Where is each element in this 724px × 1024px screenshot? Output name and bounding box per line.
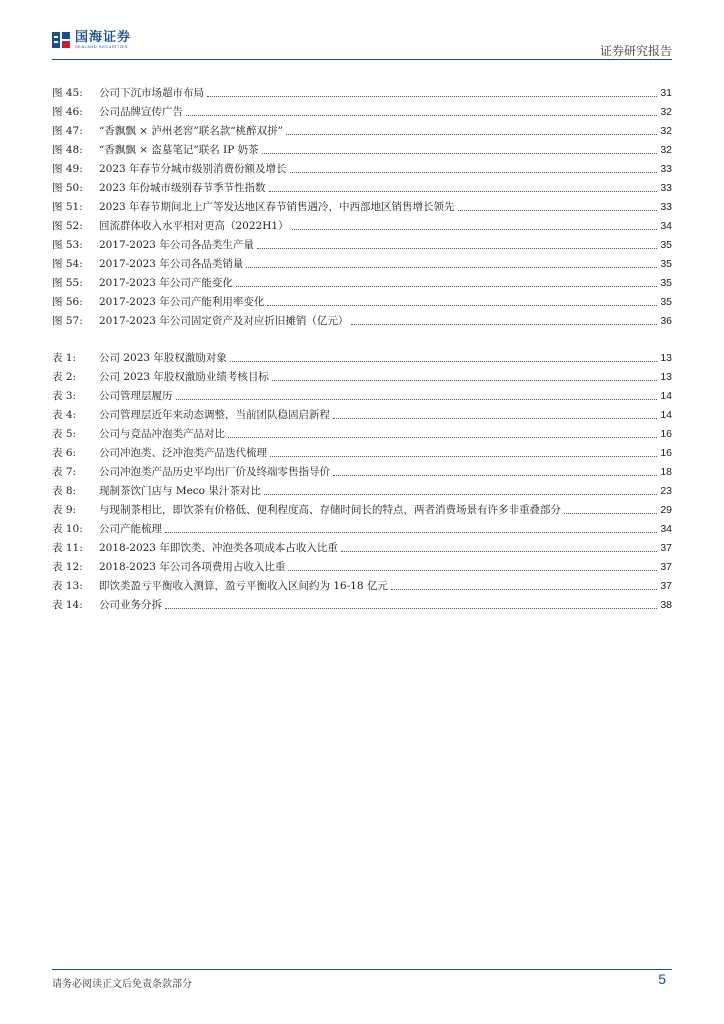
table-toc-row[interactable] bbox=[52, 422, 672, 441]
toc-entry-page: 32 bbox=[660, 106, 672, 118]
toc-entry-title: 公司下沉市场超市布局 bbox=[99, 87, 204, 99]
toc-entry-page: 32 bbox=[660, 144, 672, 156]
toc-entry-title: 2017-2023 年公司产能利用率变化 bbox=[99, 296, 265, 308]
footer-divider bbox=[52, 969, 672, 970]
dot-leader bbox=[270, 456, 657, 457]
figure-toc-row[interactable] bbox=[52, 157, 672, 176]
toc-entry-label: 表 9: bbox=[52, 504, 77, 516]
toc-entry-page: 33 bbox=[660, 201, 672, 213]
dot-leader bbox=[292, 229, 658, 230]
toc-entry-page: 23 bbox=[660, 485, 672, 497]
dot-leader bbox=[186, 115, 657, 116]
dot-leader bbox=[458, 210, 658, 211]
figure-toc-row[interactable] bbox=[52, 81, 672, 100]
toc-entry-label: 图 45: bbox=[52, 87, 83, 99]
table-toc-row[interactable] bbox=[52, 498, 672, 517]
toc-entry-title: 公司冲泡类、泛冲泡类产品迭代梳理 bbox=[99, 447, 267, 459]
dot-leader bbox=[165, 608, 657, 609]
dot-leader bbox=[391, 589, 657, 590]
toc-entry-title: 公司产能梳理 bbox=[99, 523, 162, 535]
table-toc-row[interactable] bbox=[52, 593, 672, 612]
toc-entry-page: 33 bbox=[660, 163, 672, 175]
toc-entry-page: 31 bbox=[660, 87, 672, 99]
dot-leader bbox=[207, 96, 657, 97]
dot-leader bbox=[286, 134, 657, 135]
toc-entry-label: 图 48: bbox=[52, 144, 83, 156]
figure-toc-row[interactable] bbox=[52, 214, 672, 233]
toc-entry-label: 表 10: bbox=[52, 523, 83, 535]
dot-leader bbox=[262, 153, 658, 154]
toc-entry-label: 表 7: bbox=[52, 466, 77, 478]
toc-entry-title: 2017-2023 年公司各品类销量 bbox=[99, 258, 244, 270]
toc-entry-title: 2023 年春节期间北上广等发达地区春节销售遇冷，中西部地区销售增长领先 bbox=[99, 201, 455, 213]
toc-entry-page: 29 bbox=[660, 504, 672, 516]
figure-toc-row[interactable] bbox=[52, 290, 672, 309]
toc-entry-title: 公司 2023 年股权激励对象 bbox=[99, 352, 227, 364]
toc-entry-page: 14 bbox=[660, 390, 672, 402]
toc-entry-title: 公司品牌宣传广告 bbox=[99, 106, 183, 118]
dot-leader bbox=[264, 494, 657, 495]
toc-entry-title: 2018-2023 年公司各项费用占收入比重 bbox=[99, 561, 286, 573]
toc-entry-label: 图 56: bbox=[52, 296, 83, 308]
dot-leader bbox=[267, 305, 657, 306]
toc-entry-label: 表 12: bbox=[52, 561, 83, 573]
toc-entry-title: 公司冲泡类产品历史平均出厂价及终端零售指导价 bbox=[99, 466, 330, 478]
toc-entry-title: 2017-2023 年公司固定资产及对应折旧摊销（亿元） bbox=[99, 315, 349, 327]
toc-entry-page: 16 bbox=[660, 428, 672, 440]
toc-entry-page: 37 bbox=[660, 542, 672, 554]
table-toc-row[interactable] bbox=[52, 441, 672, 460]
toc-entry-title: “香飘飘 × 盗墓笔记”联名 IP 奶茶 bbox=[99, 144, 259, 156]
toc-entry-title: 2017-2023 年公司各品类生产量 bbox=[99, 239, 254, 251]
brand-name-en: SEALAND SECURITIES bbox=[75, 43, 128, 49]
toc-entry-title: 公司业务分拆 bbox=[99, 599, 162, 611]
page-header bbox=[52, 28, 672, 58]
dot-leader bbox=[236, 286, 657, 287]
toc-entry-label: 表 13: bbox=[52, 580, 83, 592]
table-toc-row[interactable] bbox=[52, 365, 672, 384]
toc-entry-title: 即饮类盈亏平衡收入测算，盈亏平衡收入区间约为 16-18 亿元 bbox=[99, 580, 388, 592]
toc-entry-page: 36 bbox=[660, 315, 672, 327]
toc-entry-label: 表 1: bbox=[52, 352, 77, 364]
figure-toc-row[interactable] bbox=[52, 309, 672, 328]
toc-entry-label: 图 53: bbox=[52, 239, 83, 251]
toc-entry-title: 2017-2023 年公司产能变化 bbox=[99, 277, 233, 289]
toc-entry-title: 2023 年份城市级别春节季节性指数 bbox=[99, 182, 266, 194]
toc-entry-page: 35 bbox=[660, 296, 672, 308]
toc-entry-title: “香飘飘 × 泸州老窖”联名款“桃醉双拼” bbox=[99, 125, 283, 137]
toc-entry-label: 图 51: bbox=[52, 201, 83, 213]
toc-entry-label: 表 8: bbox=[52, 485, 77, 497]
dot-leader bbox=[272, 380, 657, 381]
report-type: 证券研究报告 bbox=[599, 44, 672, 58]
toc-entry-label: 图 49: bbox=[52, 163, 83, 175]
toc-entry-title: 2023 年春节分城市级别消费份额及增长 bbox=[99, 163, 287, 175]
figure-toc-row[interactable] bbox=[52, 233, 672, 252]
toc-entry-title: 与现制茶相比，即饮茶有价格低、便利程度高、存储时间长的特点，两者消费场景有许多非重叠部分 bbox=[99, 504, 561, 516]
toc-entry-label: 图 47: bbox=[52, 125, 83, 137]
toc-entry-title: 公司管理层履历 bbox=[99, 390, 173, 402]
figure-toc-row[interactable] bbox=[52, 138, 672, 157]
toc-entry-label: 图 54: bbox=[52, 258, 83, 270]
page-number: 5 bbox=[658, 971, 666, 987]
sealand-logo-icon bbox=[52, 30, 70, 50]
header-divider bbox=[52, 59, 672, 60]
toc-entry-label: 图 57: bbox=[52, 315, 83, 327]
toc-entry-label: 表 6: bbox=[52, 447, 77, 459]
toc-entry-title: 回流群体收入水平相对更高（2022H1） bbox=[99, 220, 289, 232]
dot-leader bbox=[564, 513, 657, 514]
dot-leader bbox=[228, 437, 657, 438]
table-toc-row[interactable] bbox=[52, 574, 672, 593]
figure-toc-row[interactable] bbox=[52, 100, 672, 119]
table-toc-row[interactable] bbox=[52, 517, 672, 536]
figure-toc-row[interactable] bbox=[52, 195, 672, 214]
toc-entry-page: 35 bbox=[660, 277, 672, 289]
toc-entry-label: 图 46: bbox=[52, 106, 83, 118]
dot-leader bbox=[257, 248, 657, 249]
table-toc-row[interactable] bbox=[52, 555, 672, 574]
dot-leader bbox=[351, 324, 657, 325]
table-toc-row[interactable] bbox=[52, 403, 672, 422]
dot-leader bbox=[165, 532, 657, 533]
dot-leader bbox=[290, 172, 658, 173]
toc-entry-page: 18 bbox=[660, 466, 672, 478]
toc-entry-title: 公司管理层近年来动态调整，当前团队稳固启新程 bbox=[99, 409, 330, 421]
toc-entry-label: 表 3: bbox=[52, 390, 77, 402]
dot-leader bbox=[288, 570, 657, 571]
toc-entry-title: 公司与竞品冲泡类产品对比 bbox=[99, 428, 225, 440]
dot-leader bbox=[333, 418, 657, 419]
toc-entry-title: 2018-2023 年即饮类、冲泡类各项成本占收入比重 bbox=[99, 542, 338, 554]
table-toc-row[interactable] bbox=[52, 384, 672, 403]
toc-entry-label: 图 52: bbox=[52, 220, 83, 232]
toc-entry-page: 34 bbox=[660, 523, 672, 535]
brand-name-cn: 国海证券 bbox=[75, 29, 132, 45]
toc-entry-label: 表 2: bbox=[52, 371, 77, 383]
figure-toc-row[interactable] bbox=[52, 252, 672, 271]
table-toc-row[interactable] bbox=[52, 346, 672, 365]
dot-leader bbox=[230, 361, 657, 362]
toc-entry-page: 38 bbox=[660, 599, 672, 611]
toc-entry-title: 公司 2023 年股权激励业绩考核目标 bbox=[99, 371, 269, 383]
toc-entry-page: 35 bbox=[660, 258, 672, 270]
toc-entry-page: 14 bbox=[660, 409, 672, 421]
dot-leader bbox=[269, 191, 658, 192]
footer-disclaimer: 请务必阅读正文后免责条款部分 bbox=[52, 979, 192, 990]
table-toc-row[interactable] bbox=[52, 460, 672, 479]
figure-toc-row[interactable] bbox=[52, 119, 672, 138]
dot-leader bbox=[341, 551, 657, 552]
table-toc-row[interactable] bbox=[52, 536, 672, 555]
toc-entry-label: 表 5: bbox=[52, 428, 77, 440]
figure-toc-row[interactable] bbox=[52, 176, 672, 195]
toc-entry-page: 33 bbox=[660, 182, 672, 194]
toc-entry-page: 13 bbox=[660, 371, 672, 383]
figure-toc-row[interactable] bbox=[52, 271, 672, 290]
toc-entry-page: 34 bbox=[660, 220, 672, 232]
toc-entry-label: 表 4: bbox=[52, 409, 77, 421]
brand-logo bbox=[52, 30, 131, 50]
toc-entry-label: 表 11: bbox=[52, 542, 83, 554]
table-list bbox=[52, 346, 672, 612]
figure-list bbox=[52, 81, 672, 328]
dot-leader bbox=[333, 475, 657, 476]
dot-leader bbox=[246, 267, 657, 268]
toc-entry-page: 37 bbox=[660, 580, 672, 592]
dot-leader bbox=[176, 399, 658, 400]
toc-entry-page: 37 bbox=[660, 561, 672, 573]
toc-entry-page: 16 bbox=[660, 447, 672, 459]
toc-entry-label: 表 14: bbox=[52, 599, 83, 611]
table-toc-row[interactable] bbox=[52, 479, 672, 498]
toc-entry-label: 图 50: bbox=[52, 182, 83, 194]
toc-entry-page: 13 bbox=[660, 352, 672, 364]
toc-entry-page: 32 bbox=[660, 125, 672, 137]
toc-entry-title: 现制茶饮门店与 Meco 果汁茶对比 bbox=[99, 485, 261, 497]
toc-entry-page: 35 bbox=[660, 239, 672, 251]
toc-entry-label: 图 55: bbox=[52, 277, 83, 289]
